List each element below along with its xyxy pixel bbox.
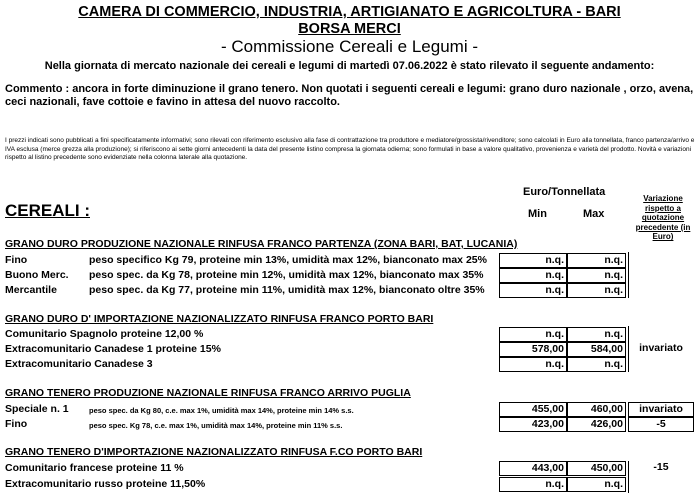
category-title: CEREALI : — [5, 201, 90, 220]
exchange-title: BORSA MERCI — [298, 21, 401, 37]
variation-column-line — [628, 252, 629, 298]
max-header: Max — [583, 208, 605, 220]
max-price: 460,00 — [567, 402, 626, 417]
section-title: GRANO DURO D' IMPORTAZIONE NAZIONALIZZATO RINFUSA FRANCO PORTO BARI — [5, 313, 434, 325]
commission-title: - Commissione Cereali e Legumi - — [221, 37, 478, 56]
min-price: 455,00 — [499, 402, 567, 417]
max-price: 450,00 — [567, 461, 626, 476]
row-name: Speciale n. 1 — [5, 403, 69, 415]
row-description: peso spec. da Kg 80, c.e. max 1%, umidità max 14%, proteine min 14% s.s. — [89, 406, 354, 415]
variation-header: Variazione rispetto a quotazione precedente (in Euro) — [635, 194, 691, 242]
section-title: GRANO DURO PRODUZIONE NAZIONALE RINFUSA FRANCO PARTENZA (ZONA BARI, BAT, LUCANIA) — [5, 238, 518, 250]
row-name: Comunitario Spagnolo proteine 12,00 % — [5, 328, 204, 340]
min-price: n.q. — [499, 327, 567, 342]
max-price: n.q. — [567, 477, 626, 492]
section-title: GRANO TENERO D'IMPORTAZIONE NAZIONALIZZATO RINFUSA F.CO PORTO BARI — [5, 446, 423, 458]
row-description: peso spec. da Kg 77, proteine min 11%, umidità max 12%, bianconato oltre 35% — [89, 284, 485, 296]
price-disclaimer: I prezzi indicati sono pubblicati a fini specificatamente informativi; sono rilevati con riferimento esclusivo alla fase di contrattazione tra produttore e mediatore/grossista/rivenditore; sono calcolati in Euro alla tonnellata, franco partenza/arrivo e IVA esclusa (merce grezza alla produzione); si riferiscono ai sette giorni antecedenti la data del presente listino compresa la giornata odierna; sono formulati in base a valore qualitativo, provenienza e varietà del prodotto. Novità e variazioni rispetto al listino precedente sono evidenziate nella colonna laterale alla quotazione. — [5, 137, 695, 161]
price-variation: invariato — [628, 402, 694, 417]
min-header: Min — [528, 208, 547, 220]
row-name: Extracomunitario Canadese 1 proteine 15% — [5, 343, 221, 355]
row-name: Comunitario francese proteine 11 % — [5, 462, 184, 474]
min-price: n.q. — [499, 477, 567, 492]
variation-column-line — [628, 461, 629, 493]
max-price: n.q. — [567, 283, 626, 298]
row-description: peso spec. da Kg 78, proteine min 12%, umidità max 12%, bianconato max 35% — [89, 269, 484, 281]
row-name: Mercantile — [5, 284, 57, 296]
row-description: peso specifico Kg 79, proteine min 13%, umidità max 12%, bianconato max 25% — [89, 254, 487, 266]
chamber-title: CAMERA DI COMMERCIO, INDUSTRIA, ARTIGIANATO E AGRICOLTURA - BARI — [78, 4, 621, 20]
max-price: 584,00 — [567, 342, 626, 357]
price-variation: -5 — [628, 417, 694, 432]
max-price: n.q. — [567, 253, 626, 268]
price-variation: -15 — [653, 461, 669, 473]
row-name: Extracomunitario Canadese 3 — [5, 358, 153, 370]
max-price: n.q. — [567, 268, 626, 283]
intro-text: Nella giornata di mercato nazionale dei cereali e legumi di martedì 07.06.2022 è stato rilevato il seguente andamento: — [44, 60, 655, 72]
max-price: n.q. — [567, 327, 626, 342]
min-price: n.q. — [499, 357, 567, 372]
min-price: 443,00 — [499, 461, 567, 476]
price-variation: invariato — [639, 342, 683, 354]
row-name: Fino — [5, 254, 28, 266]
max-price: 426,00 — [567, 417, 626, 432]
min-price: 423,00 — [499, 417, 567, 432]
min-price: n.q. — [499, 268, 567, 283]
section-title: GRANO TENERO PRODUZIONE NAZIONALE RINFUSA FRANCO ARRIVO PUGLIA — [5, 387, 411, 399]
row-name: Fino — [5, 418, 28, 430]
unit-header: Euro/Tonnellata — [523, 186, 606, 198]
max-price: n.q. — [567, 357, 626, 372]
market-comment: Commento : ancora in forte diminuzione il grano tenero. Non quotati i seguenti cereali e legumi: grano duro nazionale , orzo, avena, ceci nazionali, fave cottoie e favino in attesa del nuovo raccolto. — [5, 83, 694, 108]
min-price: n.q. — [499, 253, 567, 268]
min-price: 578,00 — [499, 342, 567, 357]
min-price: n.q. — [499, 283, 567, 298]
row-description: peso spec. Kg 78, c.e. max 1%, umidità max 14%, proteine min 11% s.s. — [89, 421, 343, 430]
row-name: Extracomunitario russo proteine 11,50% — [5, 478, 206, 490]
row-name: Buono Merc. — [5, 269, 69, 281]
